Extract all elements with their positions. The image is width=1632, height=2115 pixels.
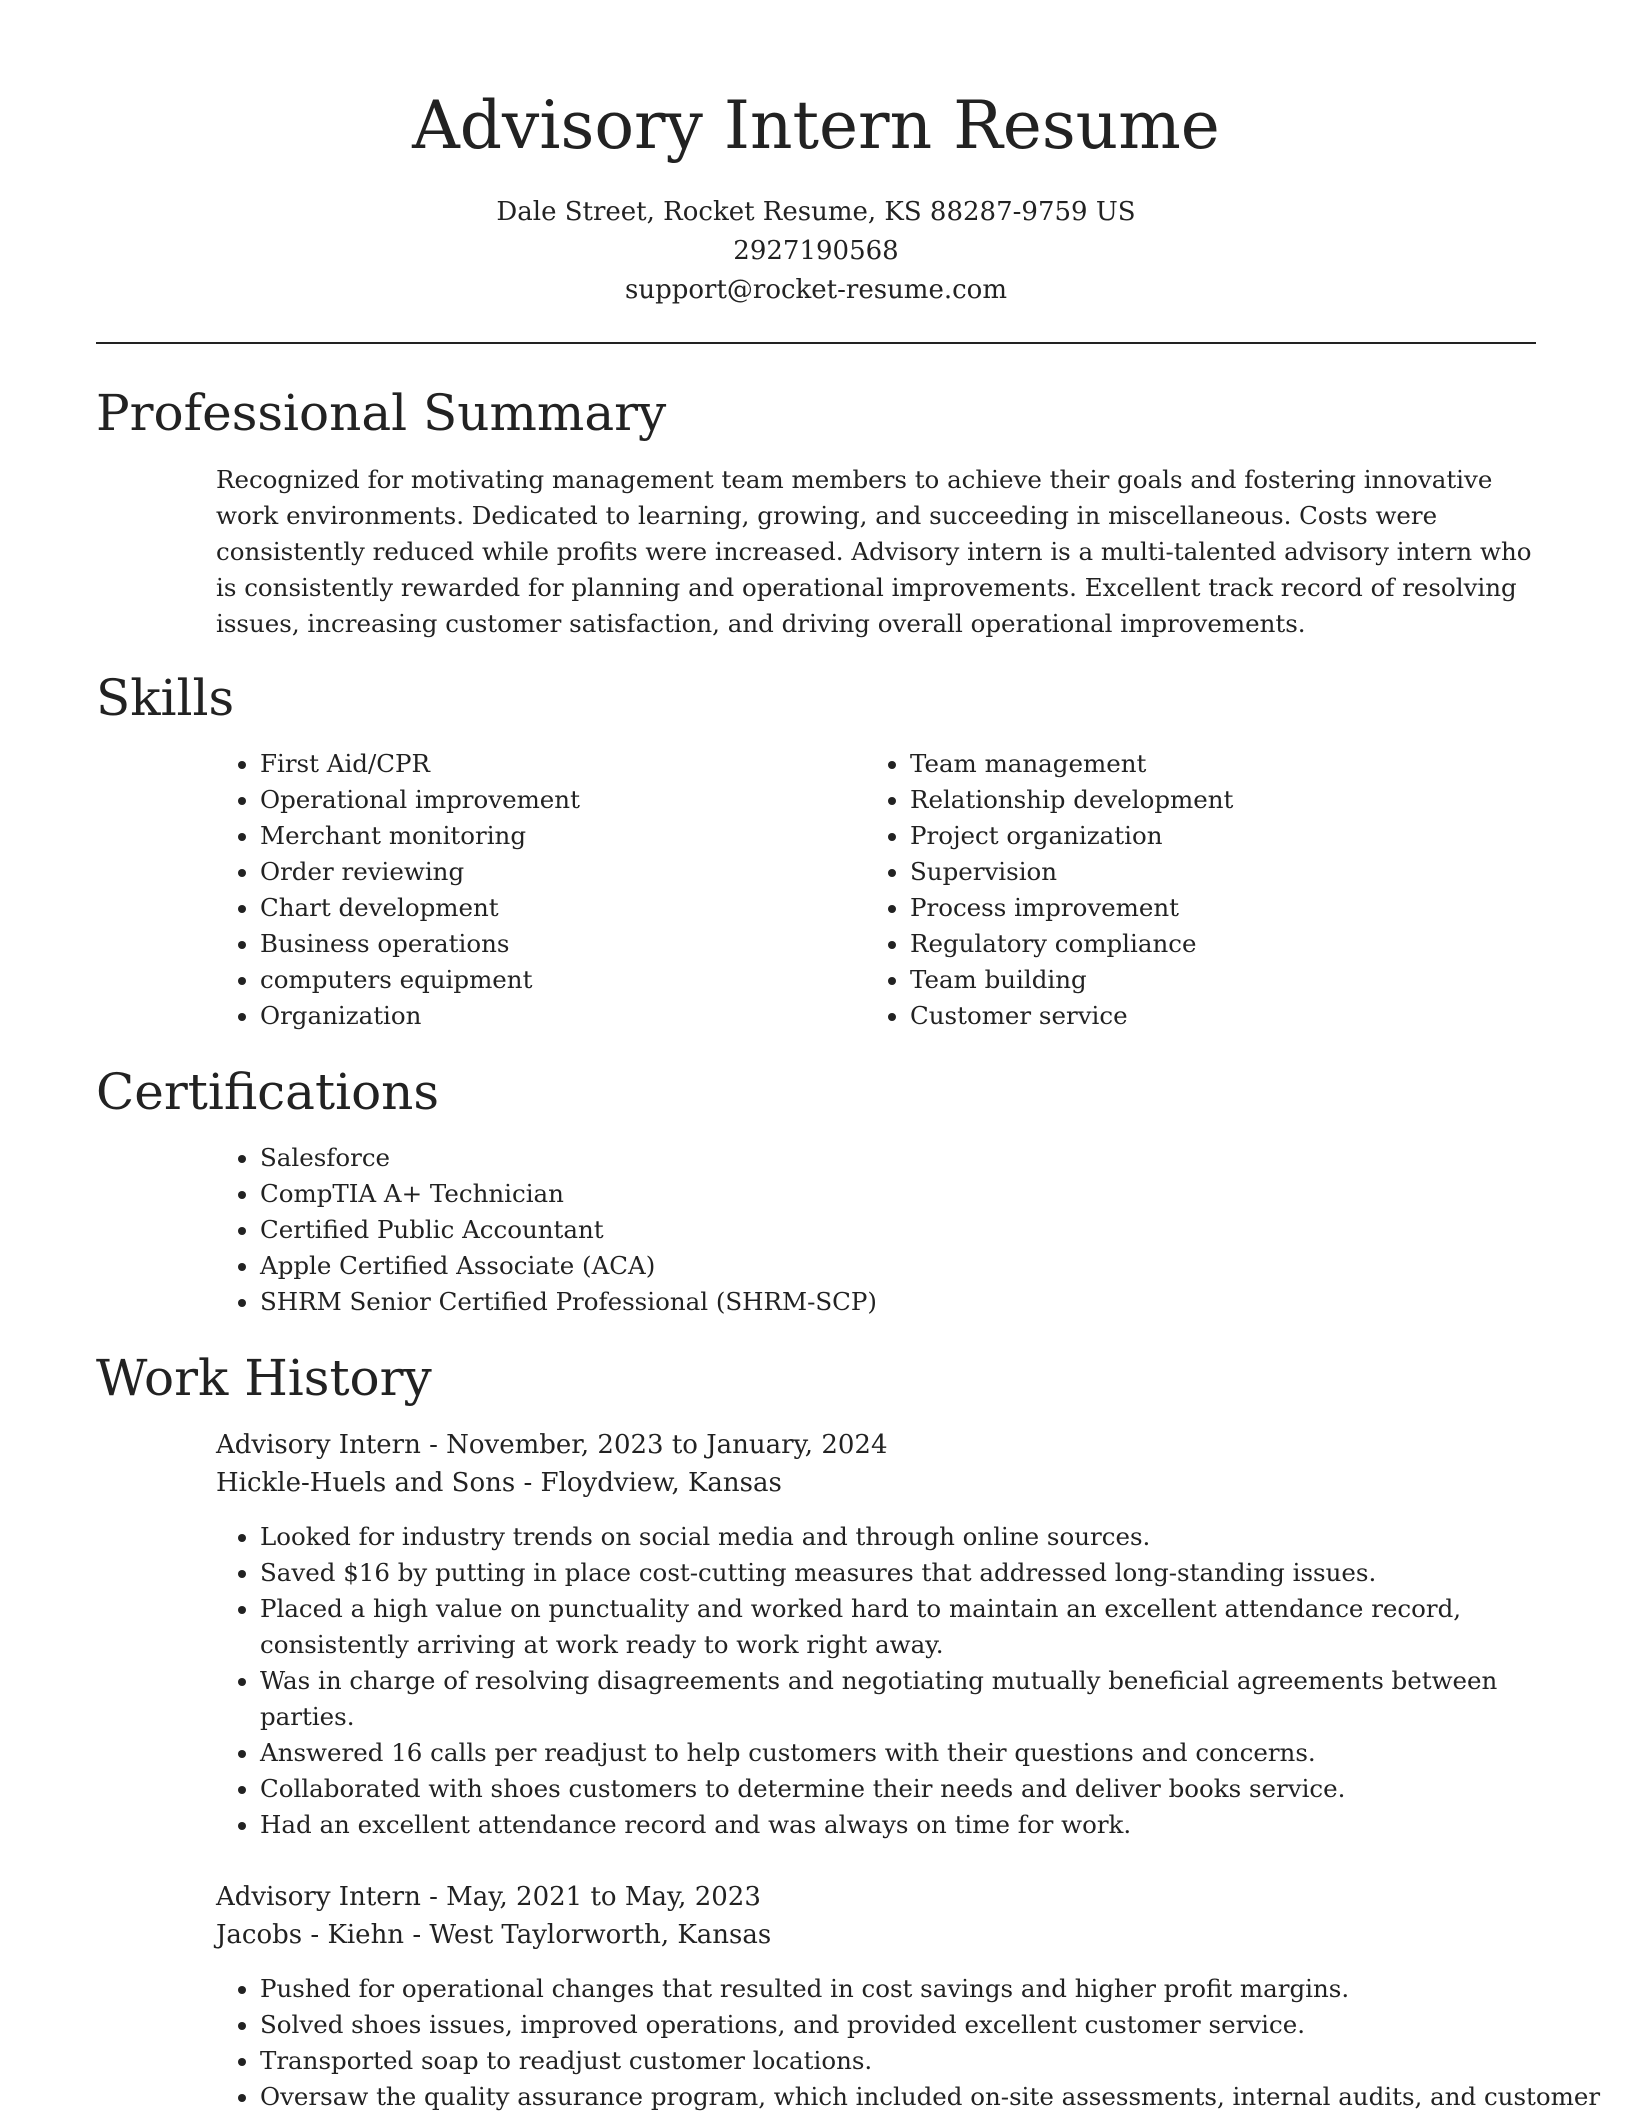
skill-item: • Operational improvement bbox=[260, 782, 820, 818]
skill-item: • Project organization bbox=[910, 818, 1530, 854]
job-title-line: Advisory Intern - May, 2021 to May, 2023 bbox=[216, 1882, 761, 1912]
job-bullet: • Looked for industry trends on social media and through online sources. bbox=[260, 1519, 1536, 1555]
header-divider bbox=[96, 342, 1536, 344]
job-bullets bbox=[216, 1971, 1632, 2115]
job-title-line: Advisory Intern - November, 2023 to January, 2024 bbox=[216, 1430, 888, 1460]
job-bullet: • Collaborated with shoes customers to determine their needs and deliver books service. bbox=[260, 1771, 1536, 1807]
skill-item: • Merchant monitoring bbox=[260, 818, 820, 854]
certifications-heading: Certifications bbox=[96, 1063, 440, 1121]
certification-item: • CompTIA A+ Technician bbox=[260, 1176, 1580, 1212]
skill-item: • Process improvement bbox=[910, 890, 1530, 926]
job-bullet: • Was in charge of resolving disagreements and negotiating mutually beneficial agreements between parties. bbox=[260, 1663, 1536, 1735]
job-bullet: • Pushed for operational changes that resulted in cost savings and higher profit margins. bbox=[260, 1971, 1632, 2007]
skills-list-right bbox=[866, 746, 1530, 1034]
skill-item: • Organization bbox=[260, 998, 820, 1034]
certification-item: • Certified Public Accountant bbox=[260, 1212, 1580, 1248]
work-history-heading: Work History bbox=[96, 1349, 432, 1407]
contact-address: Dale Street, Rocket Resume, KS 88287-9759 US bbox=[496, 197, 1136, 227]
skill-item: • Chart development bbox=[260, 890, 820, 926]
skill-item: • Customer service bbox=[910, 998, 1530, 1034]
skill-item: • Supervision bbox=[910, 854, 1530, 890]
skill-item: • Team management bbox=[910, 746, 1530, 782]
job-bullet: • Oversaw the quality assurance program, which included on-site assessments, internal audits, and customer bbox=[260, 2079, 1632, 2115]
job-bullet: • Answered 16 calls per readjust to help customers with their questions and concerns. bbox=[260, 1735, 1536, 1771]
skill-item: • Order reviewing bbox=[260, 854, 820, 890]
skill-item: • First Aid/CPR bbox=[260, 746, 820, 782]
skill-item: • Regulatory compliance bbox=[910, 926, 1530, 962]
summary-text: Recognized for motivating management team members to achieve their goals and fostering innovative work environments. Dedicated to learning, growing, and succeeding in miscellaneous. Costs were consistently reduced while profits were increased. Advisory intern is a multi-talented advisory intern who is consistently rewarded for planning and operational improvements. Excellent track record of resolving issues, increasing customer satisfaction, and driving overall operational improvements. bbox=[216, 465, 1532, 638]
contact-phone: 2927190568 bbox=[733, 236, 899, 266]
skill-item: • Business operations bbox=[260, 926, 820, 962]
contact-block bbox=[0, 193, 1632, 310]
job-bullet: • Saved $16 by putting in place cost-cutting measures that addressed long-standing issues. bbox=[260, 1555, 1536, 1591]
skill-item: • Team building bbox=[910, 962, 1530, 998]
job-bullet: • Solved shoes issues, improved operations, and provided excellent customer service. bbox=[260, 2007, 1632, 2043]
skills-heading: Skills bbox=[96, 669, 235, 727]
job-bullets bbox=[216, 1519, 1536, 1843]
skill-item: • Relationship development bbox=[910, 782, 1530, 818]
skill-item: • computers equipment bbox=[260, 962, 820, 998]
certification-item: • Salesforce bbox=[260, 1140, 1580, 1176]
certification-item: • Apple Certified Associate (ACA) bbox=[260, 1248, 1580, 1284]
job-company-line: Hickle-Huels and Sons - Floydview, Kansas bbox=[216, 1468, 782, 1498]
contact-email: support@rocket-resume.com bbox=[624, 275, 1007, 305]
job-bullet: • Transported soap to readjust customer locations. bbox=[260, 2043, 1632, 2079]
summary-heading: Professional Summary bbox=[96, 384, 667, 442]
job-bullet: • Placed a high value on punctuality and worked hard to maintain an excellent attendance record, consistently arriving at work ready to work right away. bbox=[260, 1591, 1536, 1663]
job-bullet: • Had an excellent attendance record and was always on time for work. bbox=[260, 1807, 1536, 1843]
job-company-line: Jacobs - Kiehn - West Taylorworth, Kansas bbox=[216, 1920, 772, 1950]
page-title: Advisory Intern Resume bbox=[412, 87, 1220, 164]
certifications-list bbox=[216, 1140, 1580, 1320]
skills-list-left bbox=[216, 746, 820, 1034]
certification-item: • SHRM Senior Certified Professional (SHRM-SCP) bbox=[260, 1284, 1580, 1320]
